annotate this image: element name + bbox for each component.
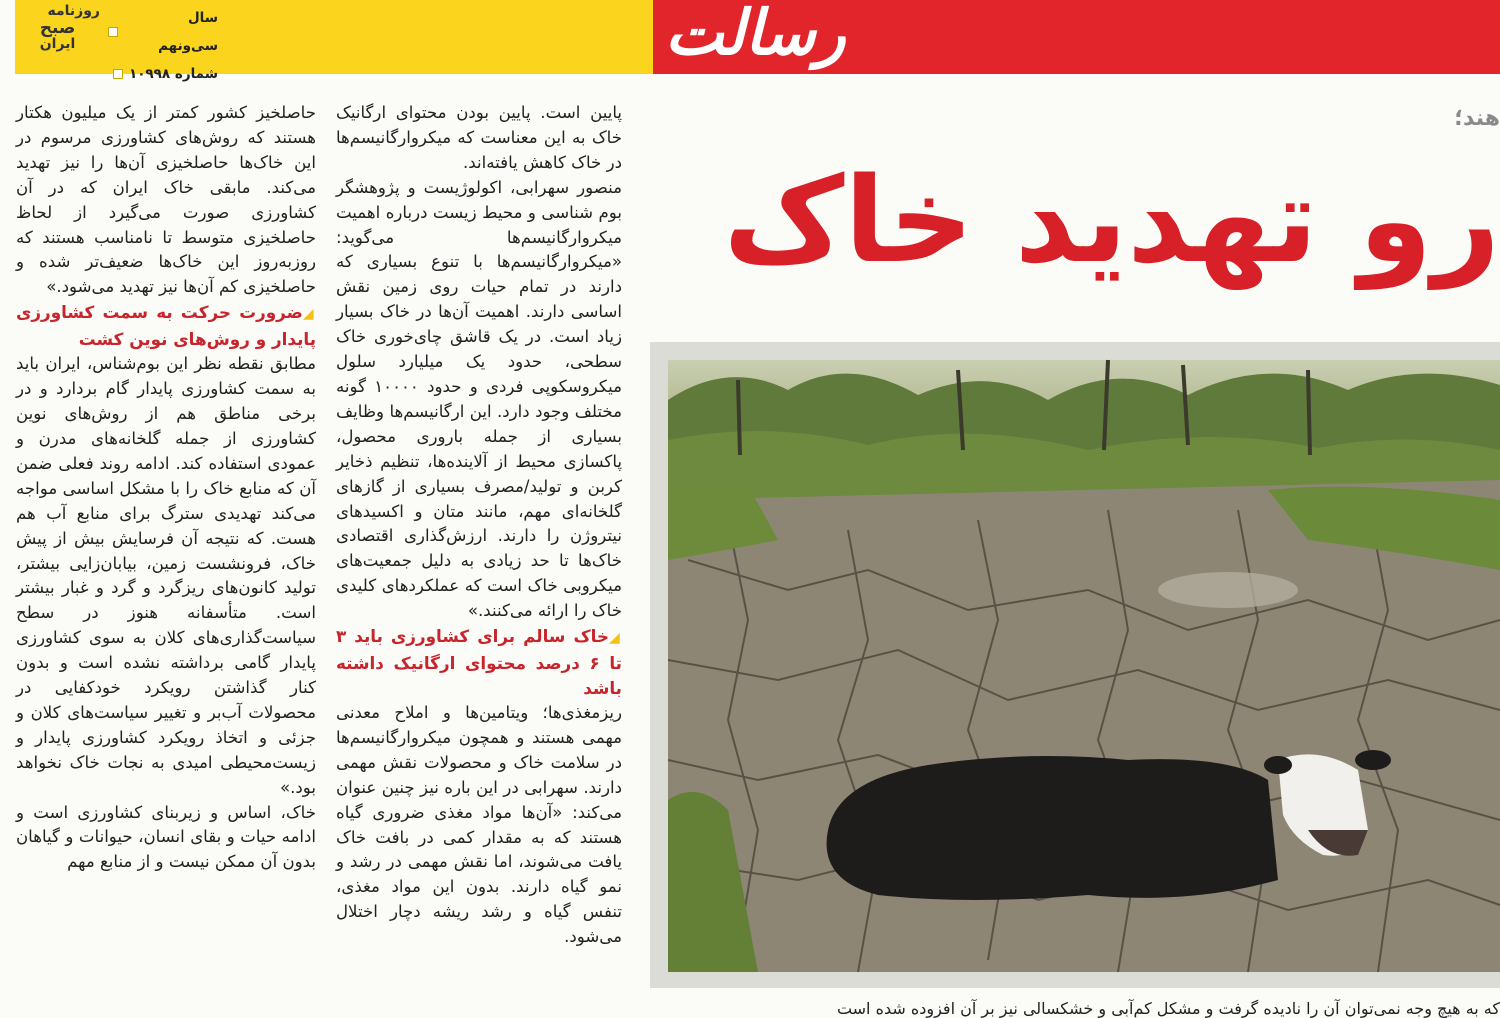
article-headline: رو تهدید خاک <box>723 151 1500 289</box>
subhead-text: خاک سالم برای کشاورزی باید ۳ تا ۶ درصد محتوای ارگانیک داشته باشد <box>336 626 622 699</box>
logo-line: صبح <box>39 18 76 38</box>
triangle-bullet-icon: ◢ <box>609 630 622 647</box>
column-paragraph: خاک، اساس و زیربنای کشاورزی است و ادامه حیات و بقای انسان، حیوانات و گیاهان بدون آن ممکن نیست و از منابع مهم <box>16 802 316 872</box>
bullet-square-icon <box>108 27 118 37</box>
section-title: رسالت <box>665 0 846 69</box>
drought-cow-photo <box>668 360 1500 972</box>
year-line <box>108 4 218 60</box>
issue-label: شماره ۱۰۹۹۸ <box>128 66 218 82</box>
article-kicker: هند؛ <box>1454 106 1500 131</box>
column-subhead <box>16 300 316 352</box>
subhead-text: ضرورت حرکت به سمت کشاورزی پایدار و روش‌های نوین کشت <box>16 302 316 350</box>
column-paragraph: منصور سهرابی، اکولوژیست و پژوهشگر بوم شناسی و محیط زیست درباره اهمیت میکروارگانیسم‌ها می‌گوید: «میکروارگانیسم‌ها با تنوع بسیاری که دارند در تمام حیات روی زمین نقش اساسی دارند. اهمیت آن‌ها در خاک بسیار زیاد است. در یک قاشق چای‌خوری خاک سطحی، حدود یک میلیارد سلول میکروسکوپی فردی و حدود ۱۰۰۰۰ گونه مختلف وجود دارد. این ارگانیسم‌ها وظایف بسیاری از جمله باروری محصول، پاکسازی محیط از آلاینده‌ها، تنظیم ذخایر کربن و تولید/مصرف بسیاری از گازهای گلخانه‌ای مهم، مانند متان و اکسیدهای نیتروژن را دارند. ارزش‌گذاری اقتصادی خاک‌ها تا حد زیادی به دلیل جمعیت‌های میکروبی خاک است که عملکردهای کلیدی خاک را ارائه می‌کنند.» <box>336 177 622 621</box>
column-paragraph: حاصلخیز کشور کمتر از یک میلیون هکتار هستند که روش‌های کشاورزی مرسوم در این خاک‌ها حاصلخیزی آن‌ها را نیز تهدید می‌کند. مابقی خاک ایران که در آن کشاورزی صورت می‌گیرد از لحاظ حاصلخیزی متوسط تا نامناسب هستند که روزبه‌روز این خاک‌ها ضعیف‌تر شده و حاصلخیزی کم آن‌ها نیز تهدید می‌شود.» <box>16 103 316 297</box>
issue-line <box>108 60 218 88</box>
newspaper-logo <box>15 4 100 64</box>
column-paragraph: ریزمغذی‌ها؛ ویتامین‌ها و املاح معدنی مهمی هستند و همچون میکروارگانیسم‌ها در سلامت خاک و محصولات نقش مهمی دارند. سهرابی در این باره نیز چنین عنوان می‌کند: «آن‌ها مواد مغذی ضروری گیاه هستند که به مقدار کمی در بافت خاک یافت می‌شوند، اما نقش مهمی در رشد و نمو گیاه دارند. بدون این مواد مغذی، تنفس گیاه و رشد ریشه دچار اختلال می‌شود. <box>336 703 622 947</box>
column-subhead <box>336 624 622 701</box>
year-label: سال سی‌ونهم <box>158 10 218 54</box>
column-paragraph: پایین است. پایین بودن محتوای ارگانیک خاک به این معناست که میکروارگانیسم‌ها در خاک کاهش یافته‌اند. <box>336 103 622 172</box>
article-column-1 <box>336 101 622 1016</box>
logo-line: روزنامه <box>47 3 100 19</box>
triangle-bullet-icon: ◢ <box>302 306 316 323</box>
column-paragraph: مطابق نقطه نظر این بوم‌شناس، ایران باید به سمت کشاورزی پایدار گام بردارد و در برخی مناطق هم از روش‌های نوین کشاورزی از جمله گلخانه‌های مدرن و عمودی استفاده کند. ادامه روند فعلی ضمن آن که منابع خاک را با مشکل اساسی مواجه می‌کند تهدیدی سترگ برای منابع آب هم هست. که نتیجه آن فرسایش بیش از پیش خاک، فرونشست زمین، بیابان‌زایی بیشتر، تولید کانون‌های ریزگرد و گرد و غبار بیشتر است. متأسفانه هنوز در سطح سیاست‌گذاری‌های کلان به سوی کشاورزی پایدار گامی برداشته نشده است و بدون کنار گذاشتن رویکرد خودکفایی در محصولات آب‌بر و تغییر سیاست‌های کلان و جزئی و اتخاذ رویکرد کشاورزی پایدار و زیست‌محیطی امیدی به نجات خاک نخواهد بود.» <box>16 354 316 797</box>
logo-line: ایران <box>39 36 76 52</box>
bullet-square-icon <box>113 69 123 79</box>
article-bottom-text: که به هیچ وجه نمی‌توان آن را نادیده گرفت و مشکل کم‌آبی و خشکسالی نیز بر آن افزوده شده است <box>836 999 1500 1018</box>
article-column-2 <box>16 101 316 1016</box>
issue-info <box>108 4 218 82</box>
